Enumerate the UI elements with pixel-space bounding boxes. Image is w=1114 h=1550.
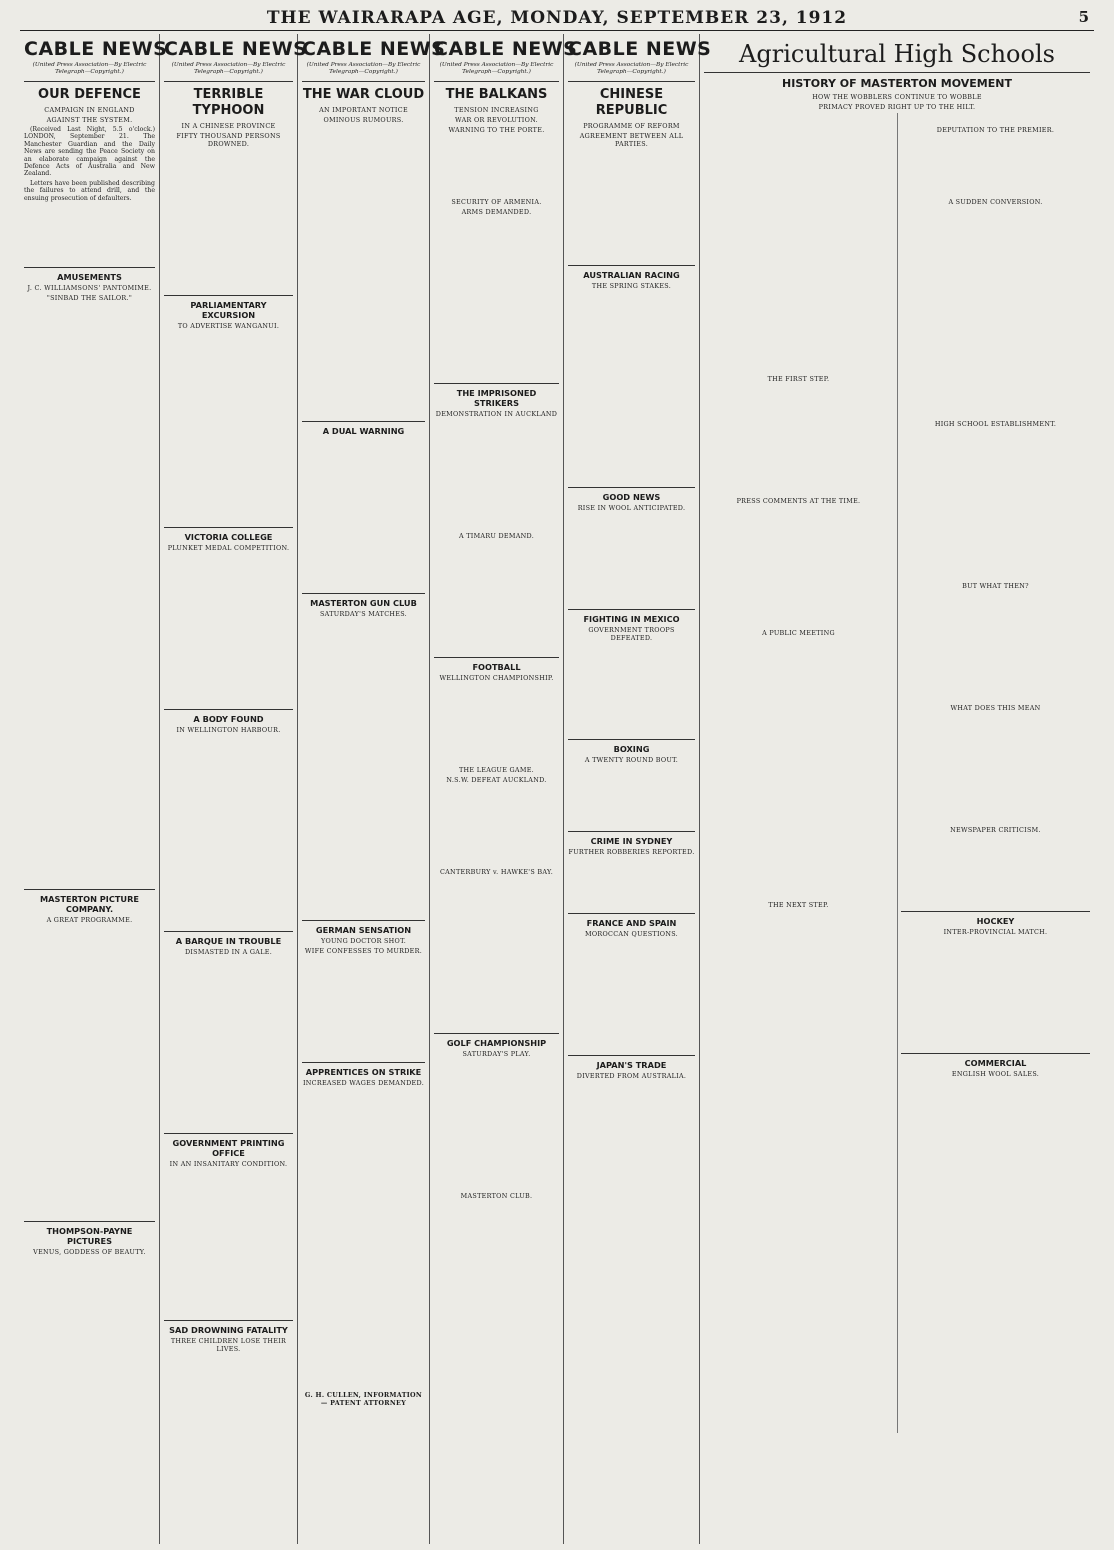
subhead: WHAT DOES THIS MEAN [950,704,1041,712]
subhead: WAR OR REVOLUTION. [455,116,538,124]
subhead: OMINOUS RUMOURS. [323,116,404,124]
subhead: GOVERNMENT TROOPS DEFEATED. [588,626,675,642]
headline-barque-in-trouble: A BARQUE IN TROUBLE [164,931,293,946]
subhead: RISE IN WOOL ANTICIPATED. [577,504,686,512]
subhead: PLUNKET MEDAL COMPETITION. [167,544,290,552]
headline-our-defence: OUR DEFENCE [24,81,155,103]
headline-fighting-in-mexico: FIGHTING IN MEXICO [568,609,695,624]
subhead: PRIMACY PROVED RIGHT UP TO THE HILT. [818,103,976,111]
column-5 [564,34,712,1544]
subhead: WIFE CONFESSES TO MURDER. [304,947,423,955]
cable-news-header: CABLE NEWS [302,38,446,60]
subhead: FURTHER ROBBERIES REPORTED. [568,848,695,856]
headline-government-printing-office: GOVERNMENT PRINTING OFFICE [164,1133,293,1158]
article-text: Letters have been published describing the failures to attend drill, and the ensuing prosecution of defaulters. [24,179,155,202]
headline-apprentices-on-strike: APPRENTICES ON STRIKE [302,1062,425,1077]
subhead: PRESS COMMENTS AT THE TIME. [736,497,861,505]
subhead: WARNING TO THE PORTE. [448,126,545,134]
headline-picture-company: MASTERTON PICTURE COMPANY. [24,889,155,914]
subhead: AN IMPORTANT NOTICE [319,106,408,114]
byline: (United Press Association—By Electric Telegraph—Copyright.) [439,62,554,75]
subhead: INTER-PROVINCIAL MATCH. [943,928,1048,936]
subhead: FIFTY THOUSAND PERSONS DROWNED. [176,132,281,148]
subhead: N.S.W. DEFEAT AUCKLAND. [446,776,547,784]
subhead: AGREEMENT BETWEEN ALL PARTIES. [579,132,684,148]
subhead: HIGH SCHOOL ESTABLISHMENT. [934,420,1057,428]
subhead: THE FIRST STEP. [767,375,830,383]
subhead: MASTERTON CLUB. [460,1192,533,1200]
subhead: TO ADVERTISE WANGANUI. [177,322,280,330]
subhead: A PUBLIC MEETING [762,629,835,637]
headline-victoria-college: VICTORIA COLLEGE [164,527,293,542]
subhead: PROGRAMME OF REFORM [583,122,680,130]
headline-commercial: COMMERCIAL [901,1053,1090,1068]
subhead: NEWSPAPER CRITICISM. [950,826,1041,834]
filler-text [24,204,155,262]
masthead-title: THE WAIRARAPA AGE, MONDAY, SEPTEMBER 23, 1912 [266,8,848,28]
subhead: WELLINGTON CHAMPIONSHIP. [439,674,554,682]
column-4 [430,34,578,1544]
subhead: THREE CHILDREN LOSE THEIR LIVES. [170,1337,287,1353]
headline-terrible-typhoon: TERRIBLE TYPHOON [164,81,293,119]
subhead: MOROCCAN QUESTIONS. [584,930,679,938]
subhead: ARMS DEMANDED. [461,208,532,216]
headline-boxing: BOXING [568,739,695,754]
headline-balkans: THE BALKANS [434,81,559,103]
headline-gun-club: MASTERTON GUN CLUB [302,593,425,608]
column-2 [160,34,308,1544]
subhead: IN WELLINGTON HARBOUR. [176,726,281,734]
headline-france-and-spain: FRANCE AND SPAIN [568,913,695,928]
filler-text [24,926,155,1216]
byline: (United Press Association—By Electric Telegraph—Copyright.) [32,62,147,75]
article-text: (Received Last Night, 5.5 o'clock.) LONDON, September 21. The Manchester Guardian and the Daily News are sending the Peace Society on an elaborate campaign against the Defence Acts of Australia and New Zealand. [24,126,155,178]
cable-news-header: CABLE NEWS [24,38,168,60]
headline-hockey: HOCKEY [901,911,1090,926]
subhead: IN AN INSANITARY CONDITION. [169,1160,288,1168]
headline-golf-championship: GOLF CHAMPIONSHIP [434,1033,559,1048]
subhead: A GREAT PROGRAMME. [46,916,133,925]
subhead: THE LEAGUE GAME. [458,766,534,774]
headline-thompson-payne: THOMPSON-PAYNE PICTURES [24,1221,155,1246]
subhead: YOUNG DOCTOR SHOT. [320,937,407,945]
subhead: CANTERBURY v. HAWKE'S BAY. [439,868,554,876]
subhead: CAMPAIGN IN ENGLAND [44,106,135,114]
subhead: THE NEXT STEP. [768,901,829,909]
column-6-feature [700,34,1094,1544]
column-1 [20,34,168,1544]
subhead: AGAINST THE SYSTEM. [46,116,133,124]
headline-imprisoned-strikers: THE IMPRISONED STRIKERS [434,383,559,408]
headline-australian-racing: AUSTRALIAN RACING [568,265,695,280]
byline: (United Press Association—By Electric Telegraph—Copyright.) [306,62,421,75]
subhead: A TWENTY ROUND BOUT. [584,756,679,764]
cable-news-header: CABLE NEWS [164,38,308,60]
byline: (United Press Association—By Electric Telegraph—Copyright.) [574,62,689,75]
headline-crime-in-sydney: CRIME IN SYDNEY [568,831,695,846]
headline-war-cloud: THE WAR CLOUD [302,81,425,103]
subhead: BUT WHAT THEN? [962,582,1029,590]
subhead: SATURDAY'S PLAY. [462,1050,531,1058]
subhead: THE SPRING STAKES. [591,282,672,290]
byline: (United Press Association—By Electric Telegraph—Copyright.) [171,62,286,75]
subhead: VENUS, GODDESS OF BEAUTY. [33,1248,146,1257]
subhead: J. C. WILLIAMSONS' PANTOMIME. [27,284,152,293]
cable-news-header: CABLE NEWS [434,38,578,60]
subhead: DISMASTED IN A GALE. [184,948,273,956]
subhead: DEPUTATION TO THE PREMIER. [936,126,1055,134]
cable-news-header: CABLE NEWS [568,38,712,60]
filler-text [24,304,155,884]
subhead: DIVERTED FROM AUSTRALIA. [576,1072,687,1080]
subhead: IN A CHINESE PROVINCE [181,122,276,130]
subhead: A SUDDEN CONVERSION. [948,198,1043,206]
column-3 [298,34,446,1544]
subhead: TENSION INCREASING [454,106,539,114]
page-number: 5 [1078,8,1090,26]
subhead: HOW THE WOBBLERS CONTINUE TO WOBBLE [812,93,982,101]
headline-dual-warning: A DUAL WARNING [302,421,425,436]
subhead: "SINBAD THE SAILOR." [46,294,133,303]
headline-chinese-republic: CHINESE REPUBLIC [568,81,695,119]
headline-parliamentary-excursion: PARLIAMENTARY EXCURSION [164,295,293,320]
subhead: SECURITY OF ARMENIA. [451,198,542,206]
subhead: ENGLISH WOOL SALES. [951,1070,1040,1078]
headline-good-news: GOOD NEWS [568,487,695,502]
subhead: SATURDAY'S MATCHES. [319,610,408,618]
advertisement: G. H. CULLEN, INFORMATION — PATENT ATTORNEY [304,1391,423,1407]
headline-football: FOOTBALL [434,657,559,672]
feature-body [704,113,1090,1433]
masthead [20,8,1094,31]
headline-german-sensation: GERMAN SENSATION [302,920,425,935]
headline-history-masterton-movement: HISTORY OF MASTERTON MOVEMENT [704,72,1090,91]
feature-title: Agricultural High Schools [739,40,1055,68]
subhead: DEMONSTRATION IN AUCKLAND [435,410,558,418]
headline-amusements: AMUSEMENTS [24,267,155,282]
headline-japans-trade: JAPAN'S TRADE [568,1055,695,1070]
headline-sad-drowning-fatality: SAD DROWNING FATALITY [164,1320,293,1335]
subhead: A TIMARU DEMAND. [458,532,535,540]
headline-a-body-found: A BODY FOUND [164,709,293,724]
subhead: INCREASED WAGES DEMANDED. [302,1079,425,1087]
